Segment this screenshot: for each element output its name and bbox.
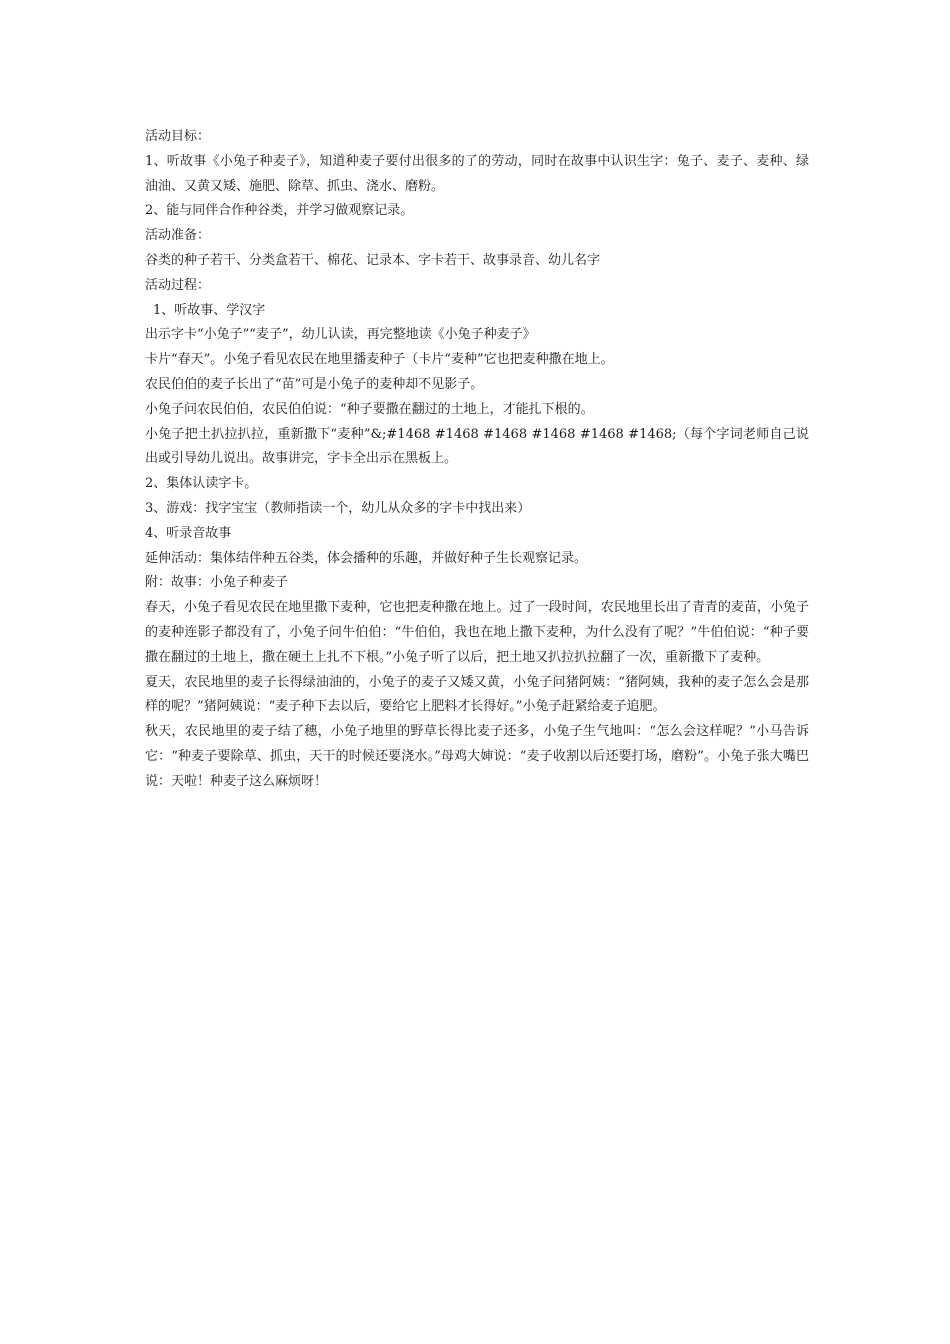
preparation-materials: 谷类的种子若干、分类盒若干、棉花、记录本、字卡若干、故事录音、幼儿名字 — [145, 252, 601, 268]
process-paragraph: 农民伯伯的麦子长出了“苗”可是小兔子的麦种却不见影子。 — [145, 376, 484, 392]
process-step-1: 1、听故事、学汉字 — [153, 302, 266, 318]
document-body — [145, 125, 809, 795]
extension-activity: 延伸活动：集体结伴种五谷类，体会播种的乐趣，并做好种子生长观察记录。 — [145, 550, 588, 566]
heading-activity-preparation: 活动准备： — [145, 228, 211, 244]
appendix-story-title: 附：故事：小兔子种麦子 — [145, 575, 289, 591]
process-paragraph: 出示字卡“小兔子”“麦子”，幼儿认读，再完整地读《小兔子种麦子》 — [145, 327, 536, 343]
heading-activity-goals: 活动目标： — [145, 129, 211, 144]
heading-activity-process: 活动过程： — [145, 277, 211, 293]
story-paragraph-autumn: 秋天，农民地里的麦子结了穗，小兔子地里的野草长得比麦子还多，小兔子生气地叫：“怎么会这样呢？”小马告诉它：“种麦子要除草、抓虫，天干的时候还要浇水。”母鸡大婶说：“麦子收割以后还要打场，磨粉”。小兔子张大嘴巴说：天啦！种麦子这么麻烦呀！ — [145, 724, 809, 789]
process-step-3: 3、游戏：找字宝宝（教师指读一个，幼儿从众多的字卡中找出来） — [145, 500, 531, 516]
story-paragraph-summer: 夏天，农民地里的麦子长得绿油油的，小兔子的麦子又矮又黄，小兔子问猪阿姨：“猪阿姨，我种的麦子怎么会是那样的呢？”猪阿姨说：“麦子种下去以后，要给它上肥料才长得好。”小兔子赶紧给麦子追肥。 — [145, 674, 809, 715]
goal-2: 2、能与同伴合作种谷类，并学习做观察记录。 — [145, 203, 414, 219]
process-step-4: 4、听录音故事 — [145, 525, 232, 541]
process-paragraph: 小兔子把土扒拉扒拉，重新撒下“麦种”&;#1468 #1468 #1468 #1468 #1468 #1468;（每个字词老师自己说出或引导幼儿说出。故事讲完，字卡全出示在黑板上。 — [145, 426, 809, 467]
story-paragraph-spring: 春天，小兔子看见农民在地里撒下麦种，它也把麦种撒在地上。过了一段时间，农民地里长出了青青的麦苗，小兔子的麦种连影子都没有了，小兔子问牛伯伯：“牛伯伯，我也在地上撒下麦种，为什么没有了呢？”牛伯伯说：“种子要撒在翻过的土地上，撒在硬土上扎不下根。”小兔子听了以后，把土地又扒拉扒拉翻了一次，重新撒下了麦种。 — [145, 600, 809, 665]
process-step-2: 2、集体认读字卡。 — [145, 476, 258, 492]
process-paragraph: 卡片“春天”。小兔子看见农民在地里播麦种子（卡片“麦种”它也把麦种撒在地上。 — [145, 352, 614, 368]
process-paragraph: 小兔子问农民伯伯，农民伯伯说：“种子要撒在翻过的土地上，才能扎下根的。 — [145, 401, 594, 417]
goal-1: 1、听故事《小兔子种麦子》，知道种麦子要付出很多的了的劳动，同时在故事中认识生字：兔子、麦子、麦种、绿油油、又黄又矮、施肥、除草、抓虫、浇水、磨粉。 — [145, 153, 809, 194]
